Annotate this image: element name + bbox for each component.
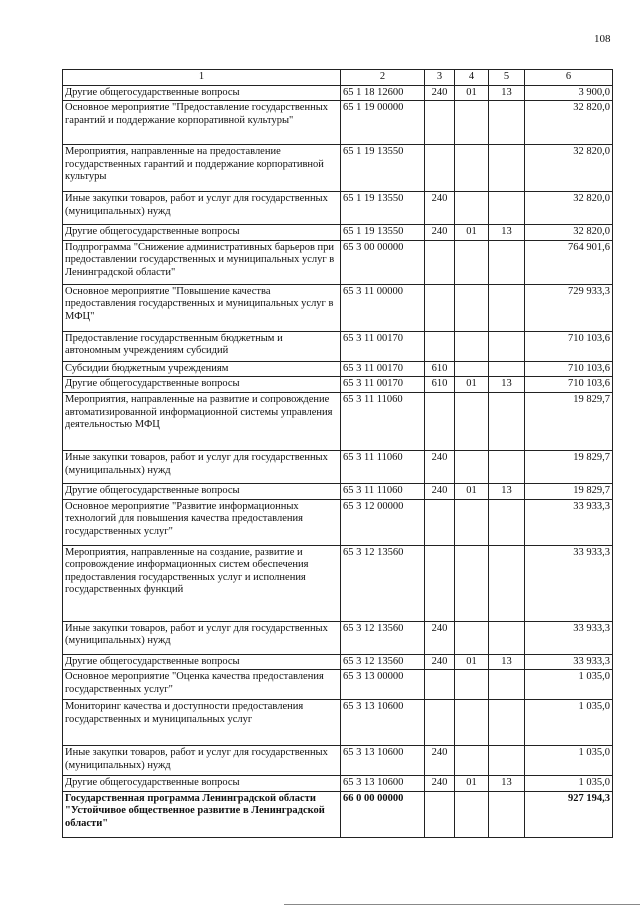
table-row xyxy=(63,225,613,241)
row-col3: 240 xyxy=(425,450,455,483)
column-header: 2 xyxy=(341,70,425,86)
row-name: Другие общегосударственные вопросы xyxy=(63,654,341,670)
row-col4: 01 xyxy=(455,654,489,670)
row-col3: 240 xyxy=(425,746,455,776)
row-col3 xyxy=(425,331,455,361)
row-col4: 01 xyxy=(455,776,489,792)
row-code: 65 1 18 12600 xyxy=(341,85,425,101)
row-col4 xyxy=(455,361,489,377)
row-amount: 32 820,0 xyxy=(525,145,613,192)
row-col3 xyxy=(425,499,455,545)
row-col3 xyxy=(425,145,455,192)
row-code: 65 3 13 00000 xyxy=(341,670,425,700)
table-row xyxy=(63,85,613,101)
table-row xyxy=(63,746,613,776)
column-header: 1 xyxy=(63,70,341,86)
row-amount: 33 933,3 xyxy=(525,654,613,670)
row-code: 65 3 11 00170 xyxy=(341,331,425,361)
row-name: Основное мероприятие "Предоставление государственных гарантий и поддержание корпоративной культуры" xyxy=(63,101,341,145)
row-name: Подпрограмма "Снижение административных барьеров при предоставлении государственных и муниципальных услуг в Ленинградской области" xyxy=(63,240,341,284)
row-code: 65 3 13 10600 xyxy=(341,776,425,792)
row-amount: 19 829,7 xyxy=(525,392,613,450)
row-col3: 240 xyxy=(425,483,455,499)
page-number: 108 xyxy=(594,33,611,45)
row-name: Государственная программа Ленинградской области "Устойчивое общественное развитие в Ленинградской области" xyxy=(63,791,341,837)
row-amount: 33 933,3 xyxy=(525,545,613,621)
row-amount: 710 103,6 xyxy=(525,361,613,377)
row-name: Субсидии бюджетным учреждениям xyxy=(63,361,341,377)
row-col3 xyxy=(425,392,455,450)
row-col3: 610 xyxy=(425,377,455,393)
row-col5 xyxy=(489,284,525,331)
row-code: 65 3 12 13560 xyxy=(341,621,425,654)
row-col4 xyxy=(455,670,489,700)
row-name: Иные закупки товаров, работ и услуг для государственных (муниципальных) нужд xyxy=(63,621,341,654)
table-row xyxy=(63,192,613,225)
row-col4 xyxy=(455,192,489,225)
row-col4 xyxy=(455,700,489,746)
table-row xyxy=(63,240,613,284)
row-col3 xyxy=(425,101,455,145)
table-row xyxy=(63,145,613,192)
table-row xyxy=(63,450,613,483)
table-row xyxy=(63,392,613,450)
row-col5 xyxy=(489,746,525,776)
row-col3 xyxy=(425,700,455,746)
row-code: 65 1 19 00000 xyxy=(341,101,425,145)
row-col3: 240 xyxy=(425,776,455,792)
table-row xyxy=(63,361,613,377)
row-amount: 1 035,0 xyxy=(525,670,613,700)
table-header-row xyxy=(63,70,613,86)
row-col3 xyxy=(425,670,455,700)
row-amount: 1 035,0 xyxy=(525,700,613,746)
row-col5 xyxy=(489,670,525,700)
row-amount: 1 035,0 xyxy=(525,746,613,776)
row-col4 xyxy=(455,145,489,192)
row-col5 xyxy=(489,450,525,483)
row-col3 xyxy=(425,284,455,331)
table-row xyxy=(63,284,613,331)
row-col5 xyxy=(489,145,525,192)
row-col4 xyxy=(455,101,489,145)
row-col5: 13 xyxy=(489,654,525,670)
row-code: 65 3 00 00000 xyxy=(341,240,425,284)
row-col5 xyxy=(489,192,525,225)
row-col3: 240 xyxy=(425,225,455,241)
table-row-total xyxy=(63,791,613,837)
row-col5 xyxy=(489,791,525,837)
row-name: Иные закупки товаров, работ и услуг для государственных (муниципальных) нужд xyxy=(63,192,341,225)
row-col3 xyxy=(425,545,455,621)
row-name: Основное мероприятие "Повышение качества предоставления государственных и муниципальных услуг в МФЦ" xyxy=(63,284,341,331)
row-col3: 240 xyxy=(425,654,455,670)
row-col5 xyxy=(489,361,525,377)
row-col4 xyxy=(455,331,489,361)
row-code: 65 1 19 13550 xyxy=(341,192,425,225)
row-name: Мероприятия, направленные на предоставление государственных гарантий и поддержание корпоративной культуры xyxy=(63,145,341,192)
row-name: Другие общегосударственные вопросы xyxy=(63,377,341,393)
row-col4 xyxy=(455,791,489,837)
row-col4 xyxy=(455,746,489,776)
row-code: 65 3 11 11060 xyxy=(341,450,425,483)
row-amount: 33 933,3 xyxy=(525,499,613,545)
column-header: 4 xyxy=(455,70,489,86)
row-name: Другие общегосударственные вопросы xyxy=(63,776,341,792)
row-col4 xyxy=(455,545,489,621)
row-col4 xyxy=(455,450,489,483)
table-row xyxy=(63,776,613,792)
table-row xyxy=(63,377,613,393)
row-col5 xyxy=(489,392,525,450)
row-col5: 13 xyxy=(489,225,525,241)
row-col5: 13 xyxy=(489,85,525,101)
row-col3: 240 xyxy=(425,192,455,225)
column-header: 5 xyxy=(489,70,525,86)
row-col5 xyxy=(489,700,525,746)
row-name: Иные закупки товаров, работ и услуг для государственных (муниципальных) нужд xyxy=(63,746,341,776)
row-name: Другие общегосударственные вопросы xyxy=(63,85,341,101)
row-col5 xyxy=(489,499,525,545)
row-code: 65 1 19 13550 xyxy=(341,145,425,192)
row-amount: 3 900,0 xyxy=(525,85,613,101)
table-row xyxy=(63,499,613,545)
row-code: 65 3 12 13560 xyxy=(341,654,425,670)
row-amount: 19 829,7 xyxy=(525,483,613,499)
table-row xyxy=(63,101,613,145)
row-col3 xyxy=(425,791,455,837)
row-col4 xyxy=(455,499,489,545)
row-col5 xyxy=(489,331,525,361)
row-name: Иные закупки товаров, работ и услуг для государственных (муниципальных) нужд xyxy=(63,450,341,483)
row-code: 65 3 11 11060 xyxy=(341,483,425,499)
row-col4: 01 xyxy=(455,225,489,241)
row-amount: 710 103,6 xyxy=(525,377,613,393)
row-col5: 13 xyxy=(489,377,525,393)
row-name: Мероприятия, направленные на развитие и сопровождение автоматизированной информационной системы управления деятельностью МФЦ xyxy=(63,392,341,450)
row-amount: 764 901,6 xyxy=(525,240,613,284)
table-row xyxy=(63,331,613,361)
row-amount: 1 035,0 xyxy=(525,776,613,792)
row-amount: 19 829,7 xyxy=(525,450,613,483)
row-amount: 927 194,3 xyxy=(525,791,613,837)
row-code: 65 1 19 13550 xyxy=(341,225,425,241)
table-row xyxy=(63,654,613,670)
row-amount: 33 933,3 xyxy=(525,621,613,654)
row-name: Другие общегосударственные вопросы xyxy=(63,483,341,499)
row-amount: 32 820,0 xyxy=(525,101,613,145)
row-name: Мониторинг качества и доступности предоставления государственных и муниципальных услуг xyxy=(63,700,341,746)
row-name: Предоставление государственным бюджетным и автономным учреждениям субсидий xyxy=(63,331,341,361)
table-row xyxy=(63,545,613,621)
row-code: 65 3 11 00170 xyxy=(341,377,425,393)
table-row xyxy=(63,670,613,700)
row-name: Основное мероприятие "Оценка качества предоставления государственных услуг" xyxy=(63,670,341,700)
column-header: 6 xyxy=(525,70,613,86)
row-col5 xyxy=(489,621,525,654)
row-amount: 32 820,0 xyxy=(525,225,613,241)
row-name: Другие общегосударственные вопросы xyxy=(63,225,341,241)
row-code: 65 3 12 13560 xyxy=(341,545,425,621)
row-col4 xyxy=(455,392,489,450)
row-code: 65 3 11 00000 xyxy=(341,284,425,331)
row-col5 xyxy=(489,545,525,621)
row-code: 65 3 13 10600 xyxy=(341,746,425,776)
row-col5: 13 xyxy=(489,776,525,792)
row-amount: 710 103,6 xyxy=(525,331,613,361)
row-name: Мероприятия, направленные на создание, развитие и сопровождение информационных систем обеспечения предоставления государственных услуг и исполнения государственных функций xyxy=(63,545,341,621)
table-row xyxy=(63,483,613,499)
row-col5 xyxy=(489,240,525,284)
row-col5: 13 xyxy=(489,483,525,499)
row-col3 xyxy=(425,240,455,284)
row-col3: 240 xyxy=(425,621,455,654)
table-row xyxy=(63,621,613,654)
budget-table xyxy=(62,69,613,838)
row-col3: 610 xyxy=(425,361,455,377)
row-code: 65 3 11 00170 xyxy=(341,361,425,377)
row-col4 xyxy=(455,621,489,654)
row-col4: 01 xyxy=(455,377,489,393)
table-row xyxy=(63,700,613,746)
row-code: 65 3 13 10600 xyxy=(341,700,425,746)
column-header: 3 xyxy=(425,70,455,86)
row-code: 66 0 00 00000 xyxy=(341,791,425,837)
row-col4 xyxy=(455,240,489,284)
row-amount: 32 820,0 xyxy=(525,192,613,225)
row-col4 xyxy=(455,284,489,331)
row-col3: 240 xyxy=(425,85,455,101)
row-name: Основное мероприятие "Развитие информационных технологий для повышения качества предоставления государственных услуг" xyxy=(63,499,341,545)
row-code: 65 3 11 11060 xyxy=(341,392,425,450)
row-col4: 01 xyxy=(455,483,489,499)
row-col4: 01 xyxy=(455,85,489,101)
row-amount: 729 933,3 xyxy=(525,284,613,331)
row-col5 xyxy=(489,101,525,145)
row-code: 65 3 12 00000 xyxy=(341,499,425,545)
